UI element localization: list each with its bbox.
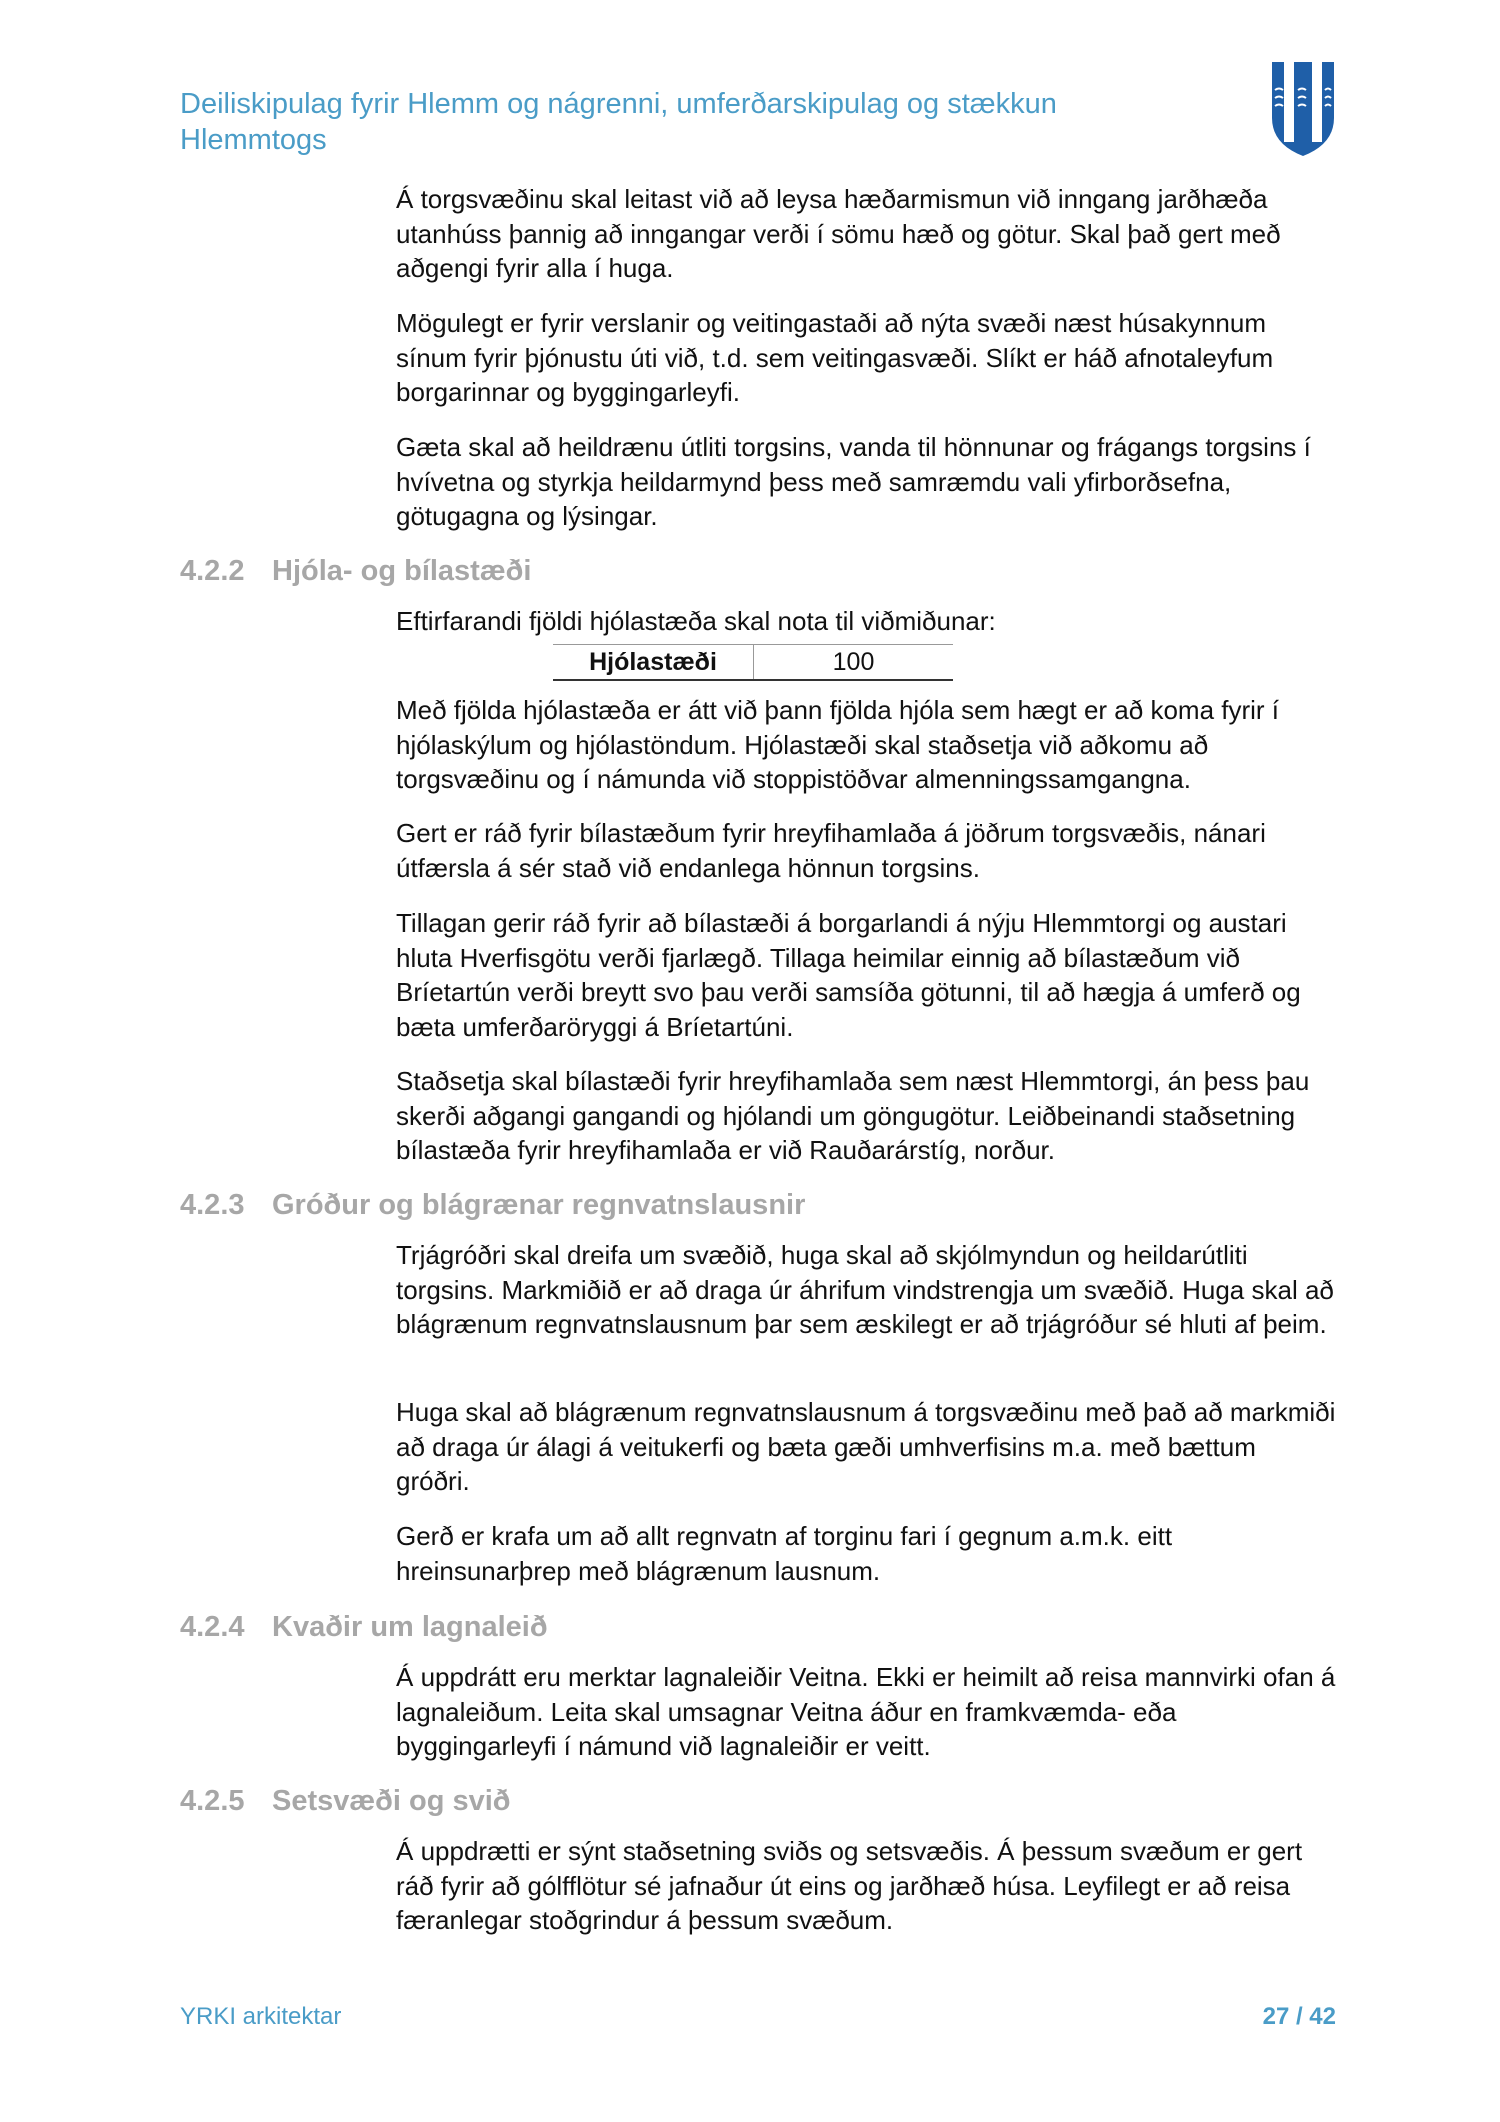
section-number: 4.2.2 [180, 555, 245, 587]
intro-section-2 [396, 306, 1336, 410]
section-title: Kvaðir um lagnaleið [272, 1611, 548, 1643]
s423-para-1-block [396, 1238, 1336, 1342]
intro-paragraph-2: Mögulegt er fyrir verslanir og veitingastaði að nýta svæði næst húsakynnum sínum fyrir þjónustu úti við, t.d. sem veitingasvæði. Slíkt er háð afnotaleyfum borgarinnar og byggingarleyfi. [396, 308, 1274, 407]
bike-parking-label: Hjólastæði [553, 645, 754, 679]
s422-para-4-block [396, 1064, 1336, 1168]
s422-paragraph-4: Staðsetja skal bílastæði fyrir hreyfihamlaða sem næst Hlemmtorgi, án þess þau skerði aðgangi gangandi og hjólandi um göngugötur. Leiðbeinandi staðsetning bílastæða fyrir hreyfihamlaða er við Rauðarárstíg, norður. [396, 1066, 1310, 1165]
section-number: 4.2.4 [180, 1611, 245, 1643]
section-heading-4-2-4 [180, 1609, 548, 1645]
s422-paragraph-1: Með fjölda hjólastæða er átt við þann fjölda hjóla sem hægt er að koma fyrir í hjólaskýlum og hjólastöndum. Hjólastæði skal staðsetja við aðkomu að torgsvæðinu og í námunda við stoppistöðvar almenningssamgangna. [396, 695, 1280, 794]
section-heading-4-2-3 [180, 1187, 805, 1223]
intro-paragraph-3: Gæta skal að heildrænu útliti torgsins, vanda til hönnunar og frágangs torgsins í hvívetna og styrkja heildarmynd þess með samræmdu vali yfirborðsefna, götugagna og lýsingar. [396, 432, 1311, 531]
s422-paragraph-2: Gert er ráð fyrir bílastæðum fyrir hreyfihamlaða á jöðrum torgsvæðis, nánari útfærsla á sér stað við endanlega hönnun torgsins. [396, 818, 1266, 883]
header-title-line-1: Deiliskipulag fyrir Hlemm og nágrenni, umferðarskipulag og stækkun [180, 88, 1057, 120]
bike-parking-value: 100 [832, 648, 875, 676]
s423-para-3-block [396, 1519, 1336, 1588]
s422-para-2-block [396, 816, 1336, 885]
section-number: 4.2.3 [180, 1189, 245, 1221]
header-title-line-2: Hlemmtogs [180, 124, 327, 156]
section-number: 4.2.5 [180, 1785, 245, 1817]
s422-para-1-block [396, 693, 1336, 797]
section-title: Gróður og blágrænar regnvatnslausnir [272, 1189, 806, 1221]
s423-paragraph-3: Gerð er krafa um að allt regnvatn af torginu fari í gegnum a.m.k. eitt hreinsunarþrep með blágrænum lausnum. [396, 1521, 1173, 1586]
s423-para-2-block [396, 1395, 1336, 1499]
s423-paragraph-1: Trjágróðri skal dreifa um svæðið, huga skal að skjólmyndun og heildarútliti torgsins. Markmiðið er að draga úr áhrifum vindstrengja um svæðið. Huga skal að blágrænum regnvatnslausnum þar sem æskilegt er að trjágróður sé hluti af þeim. [396, 1240, 1334, 1339]
intro-section [396, 182, 1336, 286]
section-heading-4-2-5 [180, 1783, 511, 1819]
s422-paragraph-3: Tillagan gerir ráð fyrir að bílastæði á borgarlandi á nýju Hlemmtorgi og austari hluta Hverfisgötu verði fjarlægð. Tillaga heimilar einnig að bílastæðum við Bríetartún verði breytt svo þau verði samsíða götunni, til að hægja á umferð og bæta umferðaröryggi á Bríetartúni. [396, 908, 1301, 1042]
footer-page-number: 27 / 42 [1262, 2003, 1336, 2030]
intro-section-3 [396, 430, 1336, 534]
section-heading-4-2-2 [180, 553, 531, 589]
s425-paragraph-1: Á uppdrætti er sýnt staðsetning sviðs og setsvæðis. Á þessum svæðum er gert ráð fyrir að gólfflötur sé jafnaður út eins og jarðhæð húsa. Leyfilegt er að reisa færanlegar stoðgrindur á þessum svæðum. [396, 1836, 1303, 1935]
s424-paragraph-1: Á uppdrátt eru merktar lagnaleiðir Veitna. Ekki er heimilt að reisa mannvirki ofan á lagnaleiðum. Leita skal umsagnar Veitna áður en framkvæmda- eða byggingarleyfi í námund við lagnaleiðir er veitt. [396, 1662, 1336, 1761]
s423-paragraph-2: Huga skal að blágrænum regnvatnslausnum á torgsvæðinu með það að markmiði að draga úr álagi á veitukerfi og bæta gæði umhverfisins m.a. með bættum gróðri. [396, 1397, 1336, 1496]
footer-company: YRKI arkitektar [180, 2003, 342, 2030]
s422-lead-block [396, 604, 1336, 639]
bike-parking-table [553, 644, 953, 681]
s424-para-1-block [396, 1660, 1336, 1764]
intro-paragraph-1: Á torgsvæðinu skal leitast við að leysa hæðarmismun við inngang jarðhæða utanhúss þannig að inngangar verði í sömu hæð og götur. Skal það gert með aðgengi fyrir alla í huga. [396, 184, 1281, 283]
section-title: Setsvæði og svið [272, 1785, 511, 1817]
s422-lead: Eftirfarandi fjöldi hjólastæða skal nota til viðmiðunar: [396, 606, 996, 636]
reykjavik-coat-of-arms-icon [1270, 60, 1336, 158]
document-header-title [180, 86, 1180, 158]
s425-para-1-block [396, 1834, 1336, 1938]
s422-para-3-block [396, 906, 1336, 1044]
section-title: Hjóla- og bílastæði [272, 555, 532, 587]
